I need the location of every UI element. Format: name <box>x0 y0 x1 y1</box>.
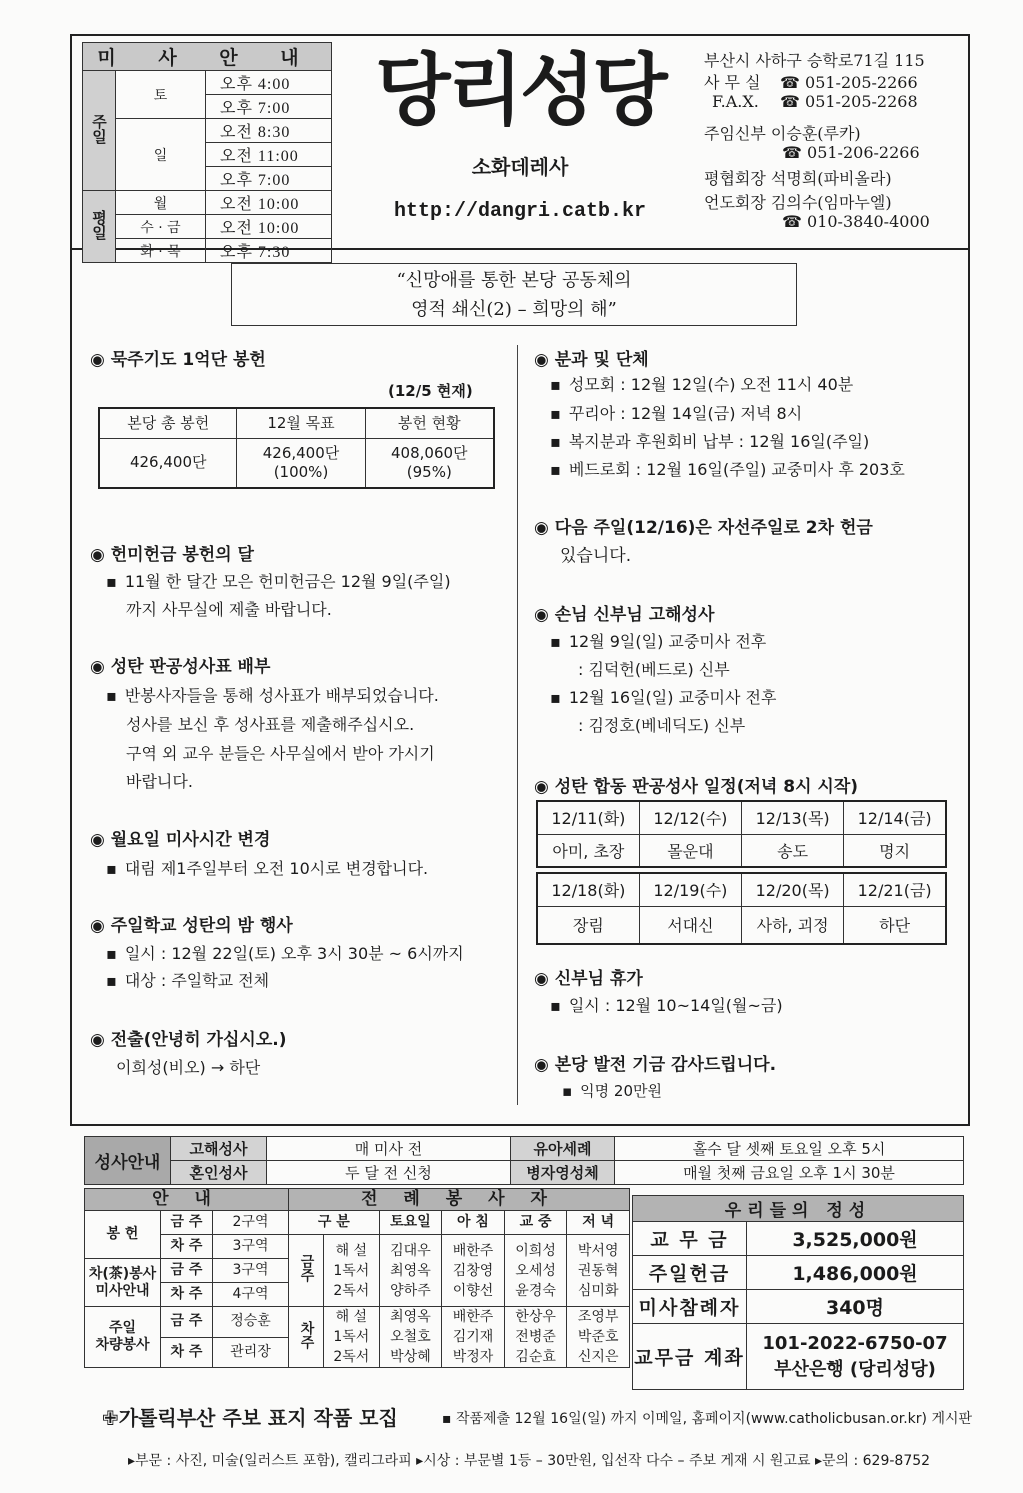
schedule-date: 12/14(금) <box>844 801 946 834</box>
schedule-date: 12/21(금) <box>844 873 946 906</box>
schedule-place: 송도 <box>742 834 844 867</box>
servers-evening: 박서영 권동혁 심미화 <box>567 1235 630 1307</box>
church-url[interactable]: http://dangri.catb.kr <box>393 200 647 223</box>
sacrament-name: 고해성사 <box>171 1137 267 1161</box>
youth-phone: ☎ 010-3840-4000 <box>782 212 930 231</box>
service-col-header: 교 중 <box>504 1211 567 1235</box>
groups-heading: ◉ 분과 및 단체 <box>534 350 649 370</box>
guide-heading: 안 내 <box>85 1189 289 1211</box>
schedule-place: 명지 <box>844 834 946 867</box>
schedule-date: 12/18(화) <box>537 873 639 906</box>
notice-text: ▪ 대상 : 주일학교 전체 <box>106 968 269 991</box>
sacrament-value: 매월 첫째 금요일 오후 1시 30분 <box>615 1161 964 1185</box>
notice-text: : 김정호(베네딕도) 신부 <box>578 716 746 735</box>
notice-text: ▪ 대림 제1주일부터 오전 10시로 변경합니다. <box>106 856 428 879</box>
service-table <box>84 1188 630 1368</box>
server-roles: 해 설 1독서 2독서 <box>324 1235 380 1307</box>
schedule-place: 몰운대 <box>639 834 741 867</box>
sacrament-table <box>84 1136 964 1185</box>
service-col-header: 아 침 <box>442 1211 505 1235</box>
sacrament-value: 두 달 전 신청 <box>267 1161 511 1185</box>
mass-time: 오후 7:00 <box>206 95 332 119</box>
schedule-place: 하단 <box>844 906 946 944</box>
offering-heading: 우리들의 정성 <box>633 1196 964 1222</box>
guest-confession-heading: ◉ 손님 신부님 고해성사 <box>534 605 715 625</box>
confession-ticket-heading: ◉ 성탄 판공성사표 배부 <box>90 657 271 677</box>
schedule-date: 12/20(목) <box>742 873 844 906</box>
sunday-collection-label: 주일헌금 <box>633 1256 747 1290</box>
offering-table <box>632 1195 964 1390</box>
notice-text: 있습니다. <box>560 546 632 566</box>
notice-text: 바랍니다. <box>126 772 193 791</box>
youth-president: 언도회장 김의수(임마누엘) <box>704 193 892 212</box>
notice-text: ▪ 익명 20만원 <box>562 1080 662 1101</box>
servers-morning: 배한주 김기재 박정자 <box>442 1307 505 1368</box>
rosary-asof: (12/5 현재) <box>388 382 473 400</box>
duty-value: 4구역 <box>213 1283 289 1307</box>
account-label: 교무금 계좌 <box>633 1324 747 1390</box>
mass-schedule-title: 미 사 안 내 <box>83 43 332 71</box>
dues-value: 3,525,000원 <box>747 1222 964 1256</box>
parking-duty-label: 주일 차량봉사 <box>85 1307 161 1368</box>
account-value: 101-2022-6750-07 부산은행 (당리성당) <box>747 1324 964 1390</box>
servers-saturday: 김대우 최영옥 양하주 <box>379 1235 442 1307</box>
sacrament-name: 병자영성체 <box>511 1161 615 1185</box>
schedule-date: 12/12(수) <box>639 801 741 834</box>
notice-text: ▪ 일시 : 12월 22일(토) 오후 3시 30분 ~ 6시까지 <box>106 941 464 964</box>
rosary-col-header: 본당 총 봉헌 <box>99 408 237 438</box>
church-address: 부산시 사하구 승학로71길 115 <box>704 51 925 70</box>
pastor: 주임신부 이승훈(루카) <box>704 124 861 143</box>
schedule-place: 아미, 초장 <box>537 834 639 867</box>
next-sunday-heading: ◉ 다음 주일(12/16)은 자선주일로 2차 헌금 <box>534 518 873 538</box>
duty-value: 2구역 <box>213 1211 289 1235</box>
mass-time: 오전 8:30 <box>206 119 332 143</box>
column-divider <box>517 345 518 1105</box>
rosary-current-cell: 408,060단 (95%) <box>365 438 494 488</box>
sunday-group-label: 주일 <box>83 71 116 191</box>
rosary-total: 426,400단 <box>99 438 237 488</box>
servers-saturday: 최영옥 오철호 박상혜 <box>379 1307 442 1368</box>
group-item: ▪ 꾸리아 : 12월 14일(금) 저녁 8시 <box>550 401 802 424</box>
service-col-header: 구 분 <box>289 1211 380 1235</box>
offering-duty-label: 봉 헌 <box>85 1211 161 1259</box>
mass-day: 토 <box>116 71 206 119</box>
servers-main: 이희성 오세성 윤경숙 <box>504 1235 567 1307</box>
theme-line: 영적 쇄신(2) – 희망의 해” <box>411 299 617 320</box>
notice-text: 성사를 보신 후 성사표를 제출해주십시오. <box>126 715 415 734</box>
mass-day: 일 <box>116 119 206 191</box>
dues-label: 교 무 금 <box>633 1222 747 1256</box>
rosary-table <box>98 407 495 489</box>
joint-confession-heading: ◉ 성탄 합동 판공성사 일정(저녁 8시 시작) <box>534 777 859 797</box>
schedule-place: 장림 <box>537 906 639 944</box>
duty-value: 관리장 <box>213 1337 289 1368</box>
group-item: ▪ 성모회 : 12월 12일(수) 오전 11시 40분 <box>550 372 853 395</box>
mass-day: 수 · 금 <box>116 215 206 239</box>
notice-text: ▪ 일시 : 12월 10~14일(월~금) <box>550 993 783 1016</box>
this-week-label: 금 주 <box>161 1307 213 1338</box>
schedule-date: 12/11(화) <box>537 801 639 834</box>
footer-submit: ▪ 작품제출 12월 16일(일) 까지 이메일, 홈페이지(www.catholicbusan.or.kr) 게시판 <box>442 1411 973 1427</box>
rosary-goal-cell: 426,400단 (100%) <box>237 438 365 488</box>
next-week-label: 차 주 <box>161 1283 213 1307</box>
duty-value: 3구역 <box>213 1259 289 1283</box>
tea-duty-label: 차(茶)봉사 미사안내 <box>85 1259 161 1307</box>
schedule-date: 12/19(수) <box>639 873 741 906</box>
this-week-label: 금 주 <box>161 1211 213 1235</box>
next-week-label: 차 주 <box>161 1337 213 1368</box>
next-week-label: 차 주 <box>161 1235 213 1259</box>
church-name: 당리성당 <box>375 46 665 136</box>
notice-text: 까지 사무실에 제출 바랍니다. <box>126 600 332 619</box>
theme-box <box>231 263 797 326</box>
weekday-group-label: 평일 <box>83 191 116 263</box>
server-roles: 해 설 1독서 2독서 <box>324 1307 380 1368</box>
vacation-heading: ◉ 신부님 휴가 <box>534 969 643 989</box>
next-week-servers-label: 차주 <box>289 1307 324 1368</box>
mass-day: 월 <box>116 191 206 215</box>
notice-text: ▪ 반봉사자들을 통해 성사표가 배부되었습니다. <box>106 683 439 706</box>
church-patron: 소화데레사 <box>471 155 569 179</box>
schedule-place: 서대신 <box>639 906 741 944</box>
attendance-label: 미사참례자 <box>633 1290 747 1324</box>
fund-heading: ◉ 본당 발전 기금 감사드립니다. <box>534 1055 777 1075</box>
attendance-value: 340명 <box>747 1290 964 1324</box>
notice-text: : 김덕헌(베드로) 신부 <box>578 660 730 679</box>
mass-schedule-table <box>82 42 332 263</box>
confession-schedule-week2 <box>536 872 947 945</box>
footer-title: ✙가톨릭부산 주보 표지 작품 모집 <box>102 1406 398 1430</box>
service-col-header: 저 녁 <box>567 1211 630 1235</box>
monday-heading: ◉ 월요일 미사시간 변경 <box>90 830 271 850</box>
notice-text: 이희성(비오) → 하단 <box>116 1058 261 1077</box>
service-col-header: 토요일 <box>379 1211 442 1235</box>
this-week-servers-label: 금주 <box>289 1235 324 1307</box>
notice-text: ▪ 11월 한 달간 모은 헌미헌금은 12월 9일(주일) <box>106 569 451 592</box>
office-phone-row: 사 무 실 ☎ 051-205-2266 <box>704 73 918 92</box>
servers-morning: 배한주 김창영 이향선 <box>442 1235 505 1307</box>
rosary-heading: ◉ 묵주기도 1억단 봉헌 <box>90 350 266 370</box>
sunday-school-heading: ◉ 주일학교 성탄의 밤 행사 <box>90 916 293 936</box>
servers-main: 한상우 전병준 김순효 <box>504 1307 567 1368</box>
notice-text: ▪ 12월 9일(일) 교중미사 전후 <box>550 629 766 652</box>
mass-time: 오후 7:00 <box>206 167 332 191</box>
sacrament-name: 혼인성사 <box>171 1161 267 1185</box>
sacrament-name: 유아세례 <box>511 1137 615 1161</box>
transfer-heading: ◉ 전출(안녕히 가십시오.) <box>90 1030 287 1050</box>
notice-text: 구역 외 교우 분들은 사무실에서 받아 가시기 <box>126 744 435 763</box>
sacrament-value: 홀수 달 셋째 토요일 오후 5시 <box>615 1137 964 1161</box>
confession-schedule-week1 <box>536 800 947 868</box>
mass-time: 오후 7:30 <box>206 239 332 263</box>
sacrament-label: 성사안내 <box>85 1137 171 1185</box>
duty-value: 3구역 <box>213 1235 289 1259</box>
footer-details: ▸부문 : 사진, 미술(일러스트 포함), 캘리그라피 ▸시상 : 부문별 1등 – 30만원, 입선작 다수 – 주보 게재 시 원고료 ▸문의 : 629-8752 <box>128 1453 931 1469</box>
this-week-label: 금 주 <box>161 1259 213 1283</box>
council-president: 평협회장 석명희(파비올라) <box>704 169 892 188</box>
sacrament-value: 매 미사 전 <box>267 1137 511 1161</box>
group-item: ▪ 베드로회 : 12월 16일(주일) 교중미사 후 203호 <box>550 457 905 480</box>
schedule-date: 12/13(목) <box>742 801 844 834</box>
rosary-col-header: 봉헌 현황 <box>365 408 494 438</box>
theme-line: “신망애를 통한 본당 공동체의 <box>396 270 632 291</box>
notice-text: ▪ 12월 16일(일) 교중미사 전후 <box>550 685 776 708</box>
mass-time: 오전 10:00 <box>206 215 332 239</box>
fax-row: F.A.X. ☎ 051-205-2268 <box>712 92 918 111</box>
servers-evening: 조영부 박준호 신지은 <box>567 1307 630 1368</box>
tithe-heading: ◉ 헌미헌금 봉헌의 달 <box>90 545 254 565</box>
mass-day: 화 · 목 <box>116 239 206 263</box>
mass-time: 오전 10:00 <box>206 191 332 215</box>
duty-value: 정승훈 <box>213 1307 289 1338</box>
mass-time: 오후 4:00 <box>206 71 332 95</box>
service-heading: 전 례 봉 사 자 <box>289 1189 630 1211</box>
mass-time: 오전 11:00 <box>206 143 332 167</box>
rosary-col-header: 12월 목표 <box>237 408 365 438</box>
schedule-place: 사하, 괴정 <box>742 906 844 944</box>
group-item: ▪ 복지분과 후원회비 납부 : 12월 16일(주일) <box>550 429 869 452</box>
sunday-collection-value: 1,486,000원 <box>747 1256 964 1290</box>
pastor-phone: ☎ 051-206-2266 <box>782 143 920 162</box>
